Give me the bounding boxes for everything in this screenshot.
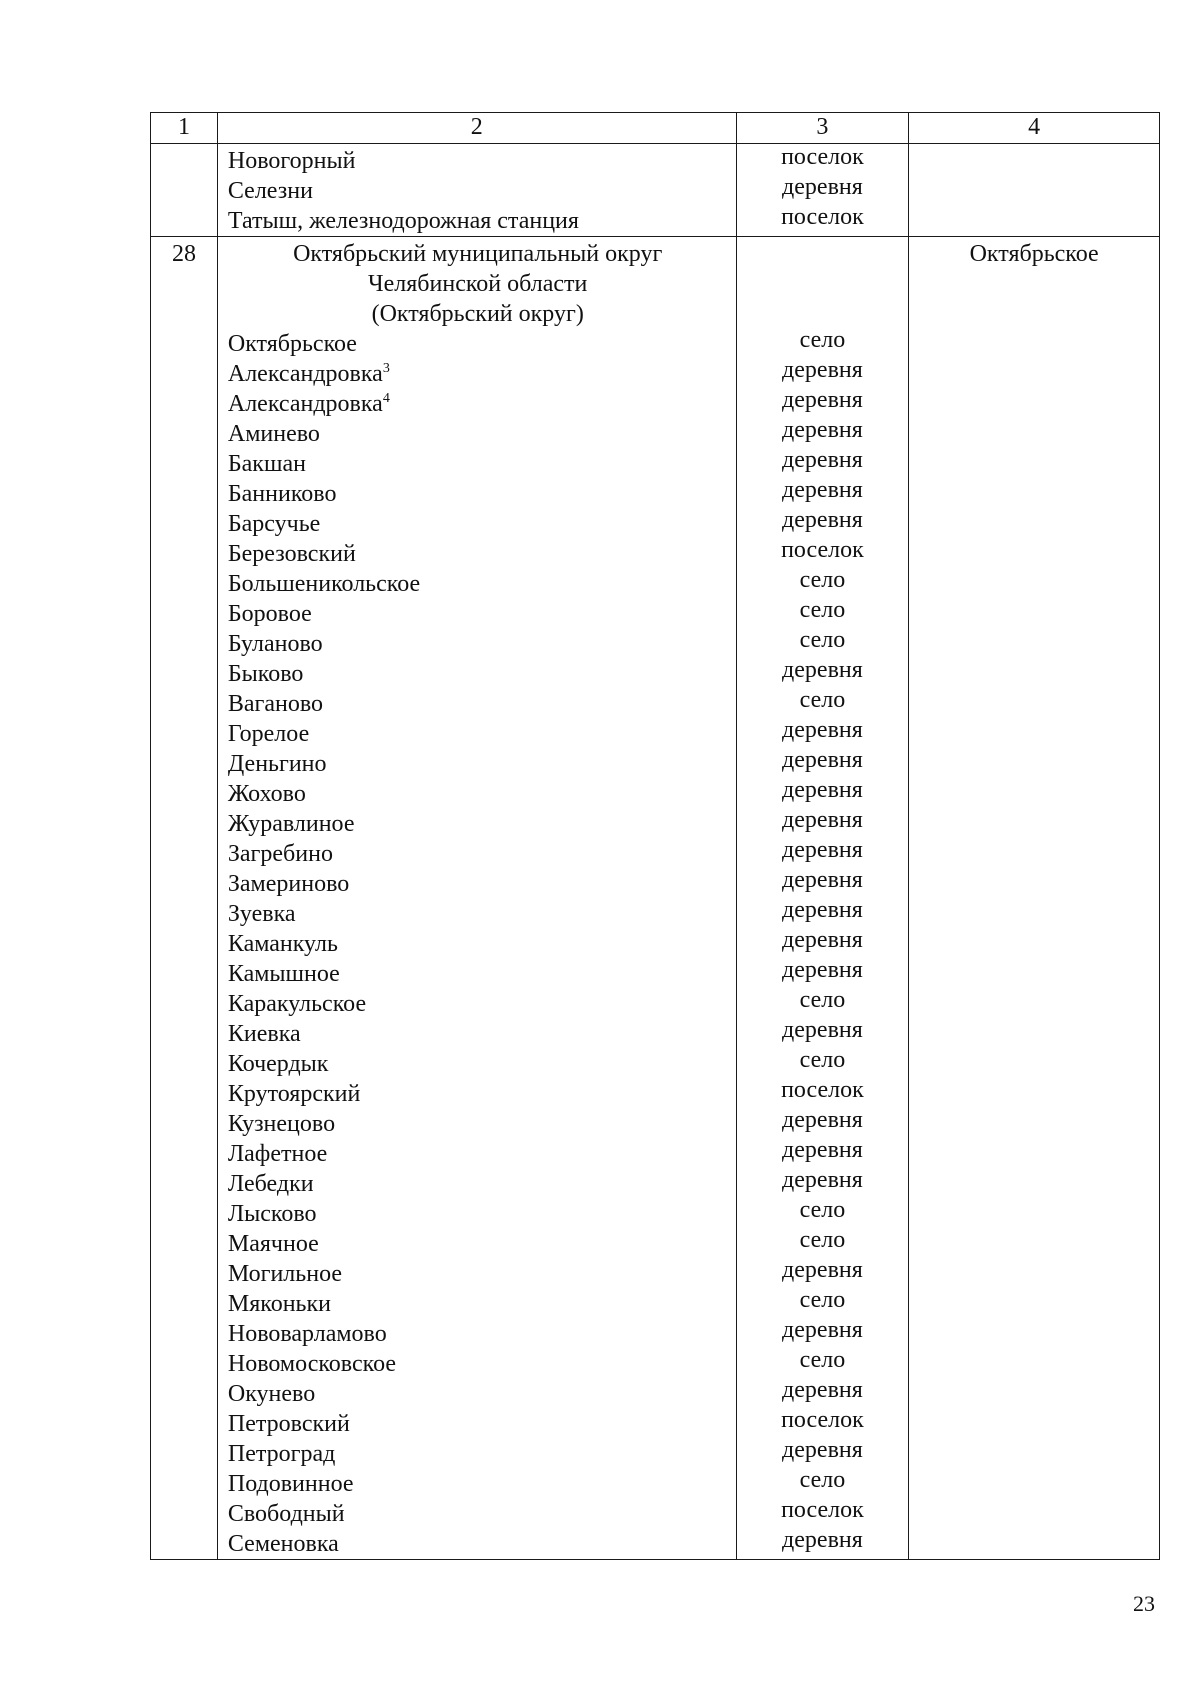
settlement-type: село xyxy=(799,1227,846,1253)
settlement-type: деревня xyxy=(782,357,863,383)
settlement-name: Загребино xyxy=(227,841,333,867)
settlement-type: деревня xyxy=(782,174,863,200)
settlement-name: Быково xyxy=(227,661,304,687)
settlement-type: поселок xyxy=(781,1407,864,1433)
settlement-name: Большеникольское xyxy=(227,571,421,597)
settlement-name: Селезни xyxy=(227,178,313,204)
settlement-type: деревня xyxy=(782,1167,863,1193)
settlement-name: Новомосковское xyxy=(227,1351,397,1377)
settlement-type: деревня xyxy=(782,807,863,833)
settlement-name: Киевка xyxy=(227,1021,301,1047)
settlement-name: Маячное xyxy=(227,1231,319,1257)
settlement-name: Камышное xyxy=(227,961,340,987)
settlement-type: деревня xyxy=(782,1527,863,1553)
settlement-name: Лебедки xyxy=(227,1171,314,1197)
settlement-name: Каракульское xyxy=(227,991,367,1017)
settlement-name: Бакшан xyxy=(227,451,306,477)
settlement-name: Нововарламово xyxy=(227,1321,387,1347)
settlement-name: Петровский xyxy=(227,1411,350,1437)
settlement-name: Октябрьское xyxy=(227,331,357,357)
settlement-type: деревня xyxy=(782,1317,863,1343)
continuation-names-cell xyxy=(217,144,736,237)
header-col-4: 4 xyxy=(909,113,1160,144)
page-number: 23 xyxy=(1133,1591,1155,1616)
settlement-name: Татыш, железнодорожная станция xyxy=(227,208,579,234)
settlement-type: село xyxy=(799,1197,846,1223)
entry-names-cell xyxy=(217,237,736,1560)
settlement-type: деревня xyxy=(782,867,863,893)
settlement-type: село xyxy=(799,1467,846,1493)
settlement-type: поселок xyxy=(781,1077,864,1103)
settlement-type: деревня xyxy=(782,447,863,473)
settlement-type: поселок xyxy=(781,1497,864,1523)
settlement-type: село xyxy=(799,1287,846,1313)
settlement-name: Петроград xyxy=(227,1441,336,1467)
settlement-name: Ваганово xyxy=(227,691,324,717)
settlement-type: село xyxy=(799,1047,846,1073)
settlement-type: село xyxy=(799,597,846,623)
settlement-type: деревня xyxy=(782,417,863,443)
settlement-type: деревня xyxy=(782,1137,863,1163)
settlement-name: Крутоярский xyxy=(227,1081,361,1107)
settlement-name: Замериново xyxy=(227,871,350,897)
settlement-name: Деньгино xyxy=(227,751,327,777)
settlement-type: село xyxy=(799,687,846,713)
settlement-type: поселок xyxy=(781,204,864,230)
settlement-name: Александровка$^3$ xyxy=(227,361,390,387)
continuation-types-cell xyxy=(736,144,909,237)
settlement-type: деревня xyxy=(782,507,863,533)
continuation-admin-cell xyxy=(909,144,1160,237)
settlement-name: Буланово xyxy=(227,631,323,657)
settlement-name: Горелое xyxy=(227,721,310,747)
settlement-name: Березовский xyxy=(227,541,356,567)
settlement-name: Каманкуль xyxy=(227,931,338,957)
settlement-name: Банниково xyxy=(227,481,337,507)
settlement-type: деревня xyxy=(782,1257,863,1283)
settlement-name: Лысково xyxy=(227,1201,317,1227)
settlement-name: Журавлиное xyxy=(227,811,355,837)
settlement-type: деревня xyxy=(782,1107,863,1133)
header-col-1: 1 xyxy=(151,113,218,144)
settlements-table xyxy=(150,112,1160,1560)
settlement-name: Мяконьки xyxy=(227,1291,331,1317)
header-row xyxy=(151,113,1160,144)
settlement-type: деревня xyxy=(782,747,863,773)
settlement-type: село xyxy=(799,327,846,353)
settlement-name: Зуевка xyxy=(227,901,296,927)
settlement-type: деревня xyxy=(782,1377,863,1403)
entry-title-line: Челябинской области xyxy=(368,271,588,297)
settlement-name: Окунево xyxy=(227,1381,316,1407)
header-col-2: 2 xyxy=(217,113,736,144)
settlement-name: Кузнецово xyxy=(227,1111,336,1137)
entry-row xyxy=(151,237,1160,1560)
settlement-type: поселок xyxy=(781,144,864,170)
settlement-type: деревня xyxy=(782,657,863,683)
settlement-name: Свободный xyxy=(227,1501,345,1527)
settlement-name: Лафетное xyxy=(227,1141,328,1167)
continuation-number-cell xyxy=(151,144,218,237)
settlement-name: Кочердык xyxy=(227,1051,329,1077)
settlement-name: Жохово xyxy=(227,781,306,807)
header-col-3: 3 xyxy=(736,113,909,144)
footnote-marker: 4 xyxy=(382,391,390,406)
entry-title-line: Октябрьский муниципальный округ xyxy=(293,241,663,267)
settlement-type: деревня xyxy=(782,387,863,413)
entry-number: 28 xyxy=(151,237,218,1560)
entry-types-cell xyxy=(736,237,909,1560)
settlement-type: деревня xyxy=(782,957,863,983)
settlement-type: деревня xyxy=(782,927,863,953)
settlement-type: село xyxy=(799,627,846,653)
settlement-type: село xyxy=(799,567,846,593)
settlement-type: село xyxy=(799,987,846,1013)
settlement-type: село xyxy=(799,1347,846,1373)
settlement-name: Барсучье xyxy=(227,511,321,537)
settlement-name: Новогорный xyxy=(227,148,356,174)
settlement-name: Александровка$^4$ xyxy=(227,391,390,417)
settlement-type: деревня xyxy=(782,897,863,923)
continuation-row xyxy=(151,144,1160,237)
entry-title-line: (Октябрьский округ) xyxy=(371,301,584,327)
settlement-name: Семеновка xyxy=(227,1531,339,1557)
footnote-marker: 3 xyxy=(382,361,390,376)
settlement-name: Могильное xyxy=(227,1261,343,1287)
settlement-name: Подовинное xyxy=(227,1471,354,1497)
settlement-type: деревня xyxy=(782,837,863,863)
settlement-type: деревня xyxy=(782,717,863,743)
settlement-type: деревня xyxy=(782,777,863,803)
settlement-name: Боровое xyxy=(227,601,312,627)
settlement-type: деревня xyxy=(782,1017,863,1043)
settlement-type: поселок xyxy=(781,537,864,563)
entry-admin-center: Октябрьское xyxy=(909,237,1160,1560)
settlement-type: деревня xyxy=(782,1437,863,1463)
settlement-type: деревня xyxy=(782,477,863,503)
settlement-name: Аминево xyxy=(227,421,320,447)
